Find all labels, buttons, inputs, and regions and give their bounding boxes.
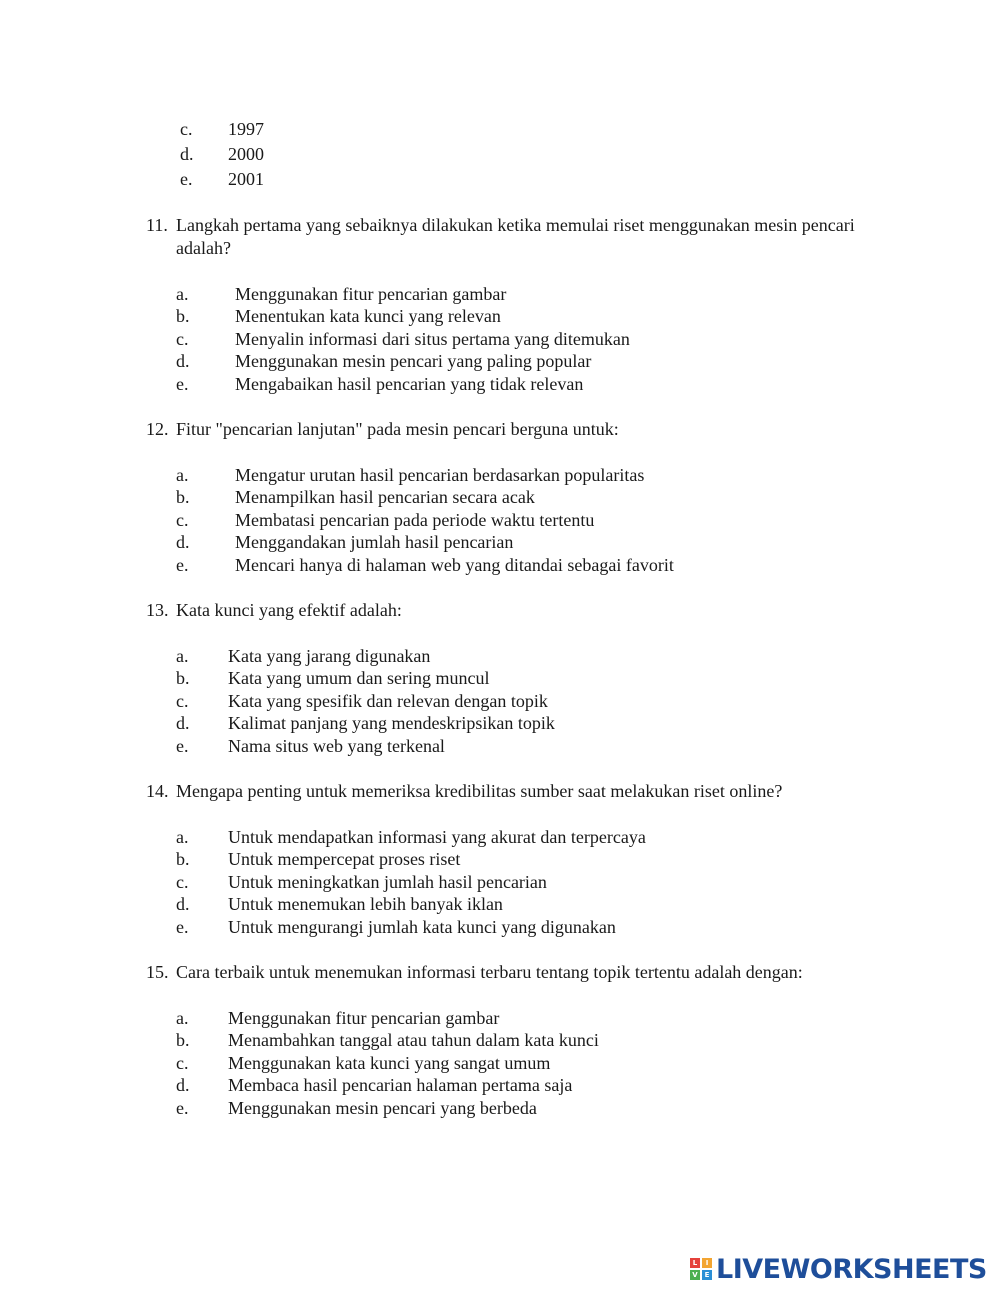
option-text: Menggunakan mesin pencari yang berbeda	[228, 1098, 537, 1118]
option-text: Menyalin informasi dari situs pertama yang ditemukan	[235, 329, 630, 349]
option-letter: a.	[176, 1008, 189, 1028]
liveworksheets-logo	[690, 1252, 987, 1286]
option-letter: e.	[176, 917, 189, 937]
option-letter: c.	[176, 1053, 189, 1073]
option-text: Menampilkan hasil pencarian secara acak	[235, 487, 535, 507]
option-text: Kata yang spesifik dan relevan dengan topik	[228, 691, 548, 711]
option-letter: a.	[176, 827, 189, 847]
option-letter: c.	[176, 510, 189, 530]
option-letter: c.	[176, 329, 189, 349]
option-text: Menggandakan jumlah hasil pencarian	[235, 532, 514, 552]
option-text: Membatasi pencarian pada periode waktu tertentu	[235, 510, 595, 530]
option-text: Menggunakan fitur pencarian gambar	[228, 1008, 500, 1028]
option-letter: c.	[176, 872, 189, 892]
question-number: 15.	[146, 962, 169, 982]
option-text: Untuk mendapatkan informasi yang akurat dan terpercaya	[228, 827, 646, 847]
option-text: Membaca hasil pencarian halaman pertama saja	[228, 1075, 573, 1095]
brand-name: LIVEWORKSHEETS	[716, 1253, 987, 1285]
option-text: Menggunakan kata kunci yang sangat umum	[228, 1053, 551, 1073]
question-number: 14.	[146, 781, 169, 801]
option-letter: b.	[176, 487, 190, 507]
logo-tile: L	[690, 1258, 700, 1268]
question-text: Kata kunci yang efektif adalah:	[176, 600, 402, 620]
option-text: Kata yang umum dan sering muncul	[228, 668, 490, 688]
option-letter: e.	[176, 1098, 189, 1118]
option-text: Kata yang jarang digunakan	[228, 646, 431, 666]
option-text: Nama situs web yang terkenal	[228, 736, 445, 756]
option-text: Untuk mengurangi jumlah kata kunci yang digunakan	[228, 917, 616, 937]
option-text: Mengatur urutan hasil pencarian berdasarkan popularitas	[235, 465, 645, 485]
option-letter: e.	[176, 374, 189, 394]
logo-tile: E	[702, 1270, 712, 1280]
option-letter: a.	[176, 284, 189, 304]
option-text: Kalimat panjang yang mendeskripsikan topik	[228, 713, 555, 733]
option-text: Untuk meningkatkan jumlah hasil pencarian	[228, 872, 547, 892]
question-text: Langkah pertama yang sebaiknya dilakukan ketika memulai riset menggunakan mesin pencari adalah?	[176, 215, 855, 258]
option-letter: b.	[176, 1030, 190, 1050]
option-letter: b.	[176, 668, 190, 688]
option-letter: d.	[176, 351, 190, 371]
question-text: Mengapa penting untuk memeriksa kredibilitas sumber saat melakukan riset online?	[176, 781, 783, 801]
option-text: Mengabaikan hasil pencarian yang tidak relevan	[235, 374, 584, 394]
option-letter: a.	[176, 646, 189, 666]
option-letter: b.	[176, 849, 190, 869]
option-letter: c.	[176, 691, 189, 711]
option-text: Menambahkan tanggal atau tahun dalam kata kunci	[228, 1030, 599, 1050]
logo-tile: V	[690, 1270, 700, 1280]
option-text: Menggunakan mesin pencari yang paling popular	[235, 351, 592, 371]
question-number: 13.	[146, 600, 169, 620]
logo-tile: I	[702, 1258, 712, 1268]
option-letter: d.	[176, 1075, 190, 1095]
option-letter: e.	[180, 169, 193, 189]
option-letter: d.	[180, 144, 194, 164]
option-letter: d.	[176, 713, 190, 733]
option-text: Untuk mempercepat proses riset	[228, 849, 461, 869]
option-text: 2000	[228, 144, 264, 164]
option-letter: d.	[176, 532, 190, 552]
logo-tiles-icon	[690, 1258, 712, 1280]
option-text: Menentukan kata kunci yang relevan	[235, 306, 501, 326]
option-text: Mencari hanya di halaman web yang ditandai sebagai favorit	[235, 555, 674, 575]
option-text: 1997	[228, 119, 264, 139]
option-text: 2001	[228, 169, 264, 189]
option-letter: d.	[176, 894, 190, 914]
option-letter: e.	[176, 555, 189, 575]
option-letter: a.	[176, 465, 189, 485]
question-text: Fitur "pencarian lanjutan" pada mesin pencari berguna untuk:	[176, 419, 619, 439]
question-text: Cara terbaik untuk menemukan informasi terbaru tentang topik tertentu adalah dengan:	[176, 962, 803, 982]
option-letter: e.	[176, 736, 189, 756]
question-number: 11.	[146, 215, 168, 235]
option-text: Menggunakan fitur pencarian gambar	[235, 284, 507, 304]
option-letter: b.	[176, 306, 190, 326]
question-number: 12.	[146, 419, 169, 439]
option-letter: c.	[180, 119, 193, 139]
option-text: Untuk menemukan lebih banyak iklan	[228, 894, 503, 914]
